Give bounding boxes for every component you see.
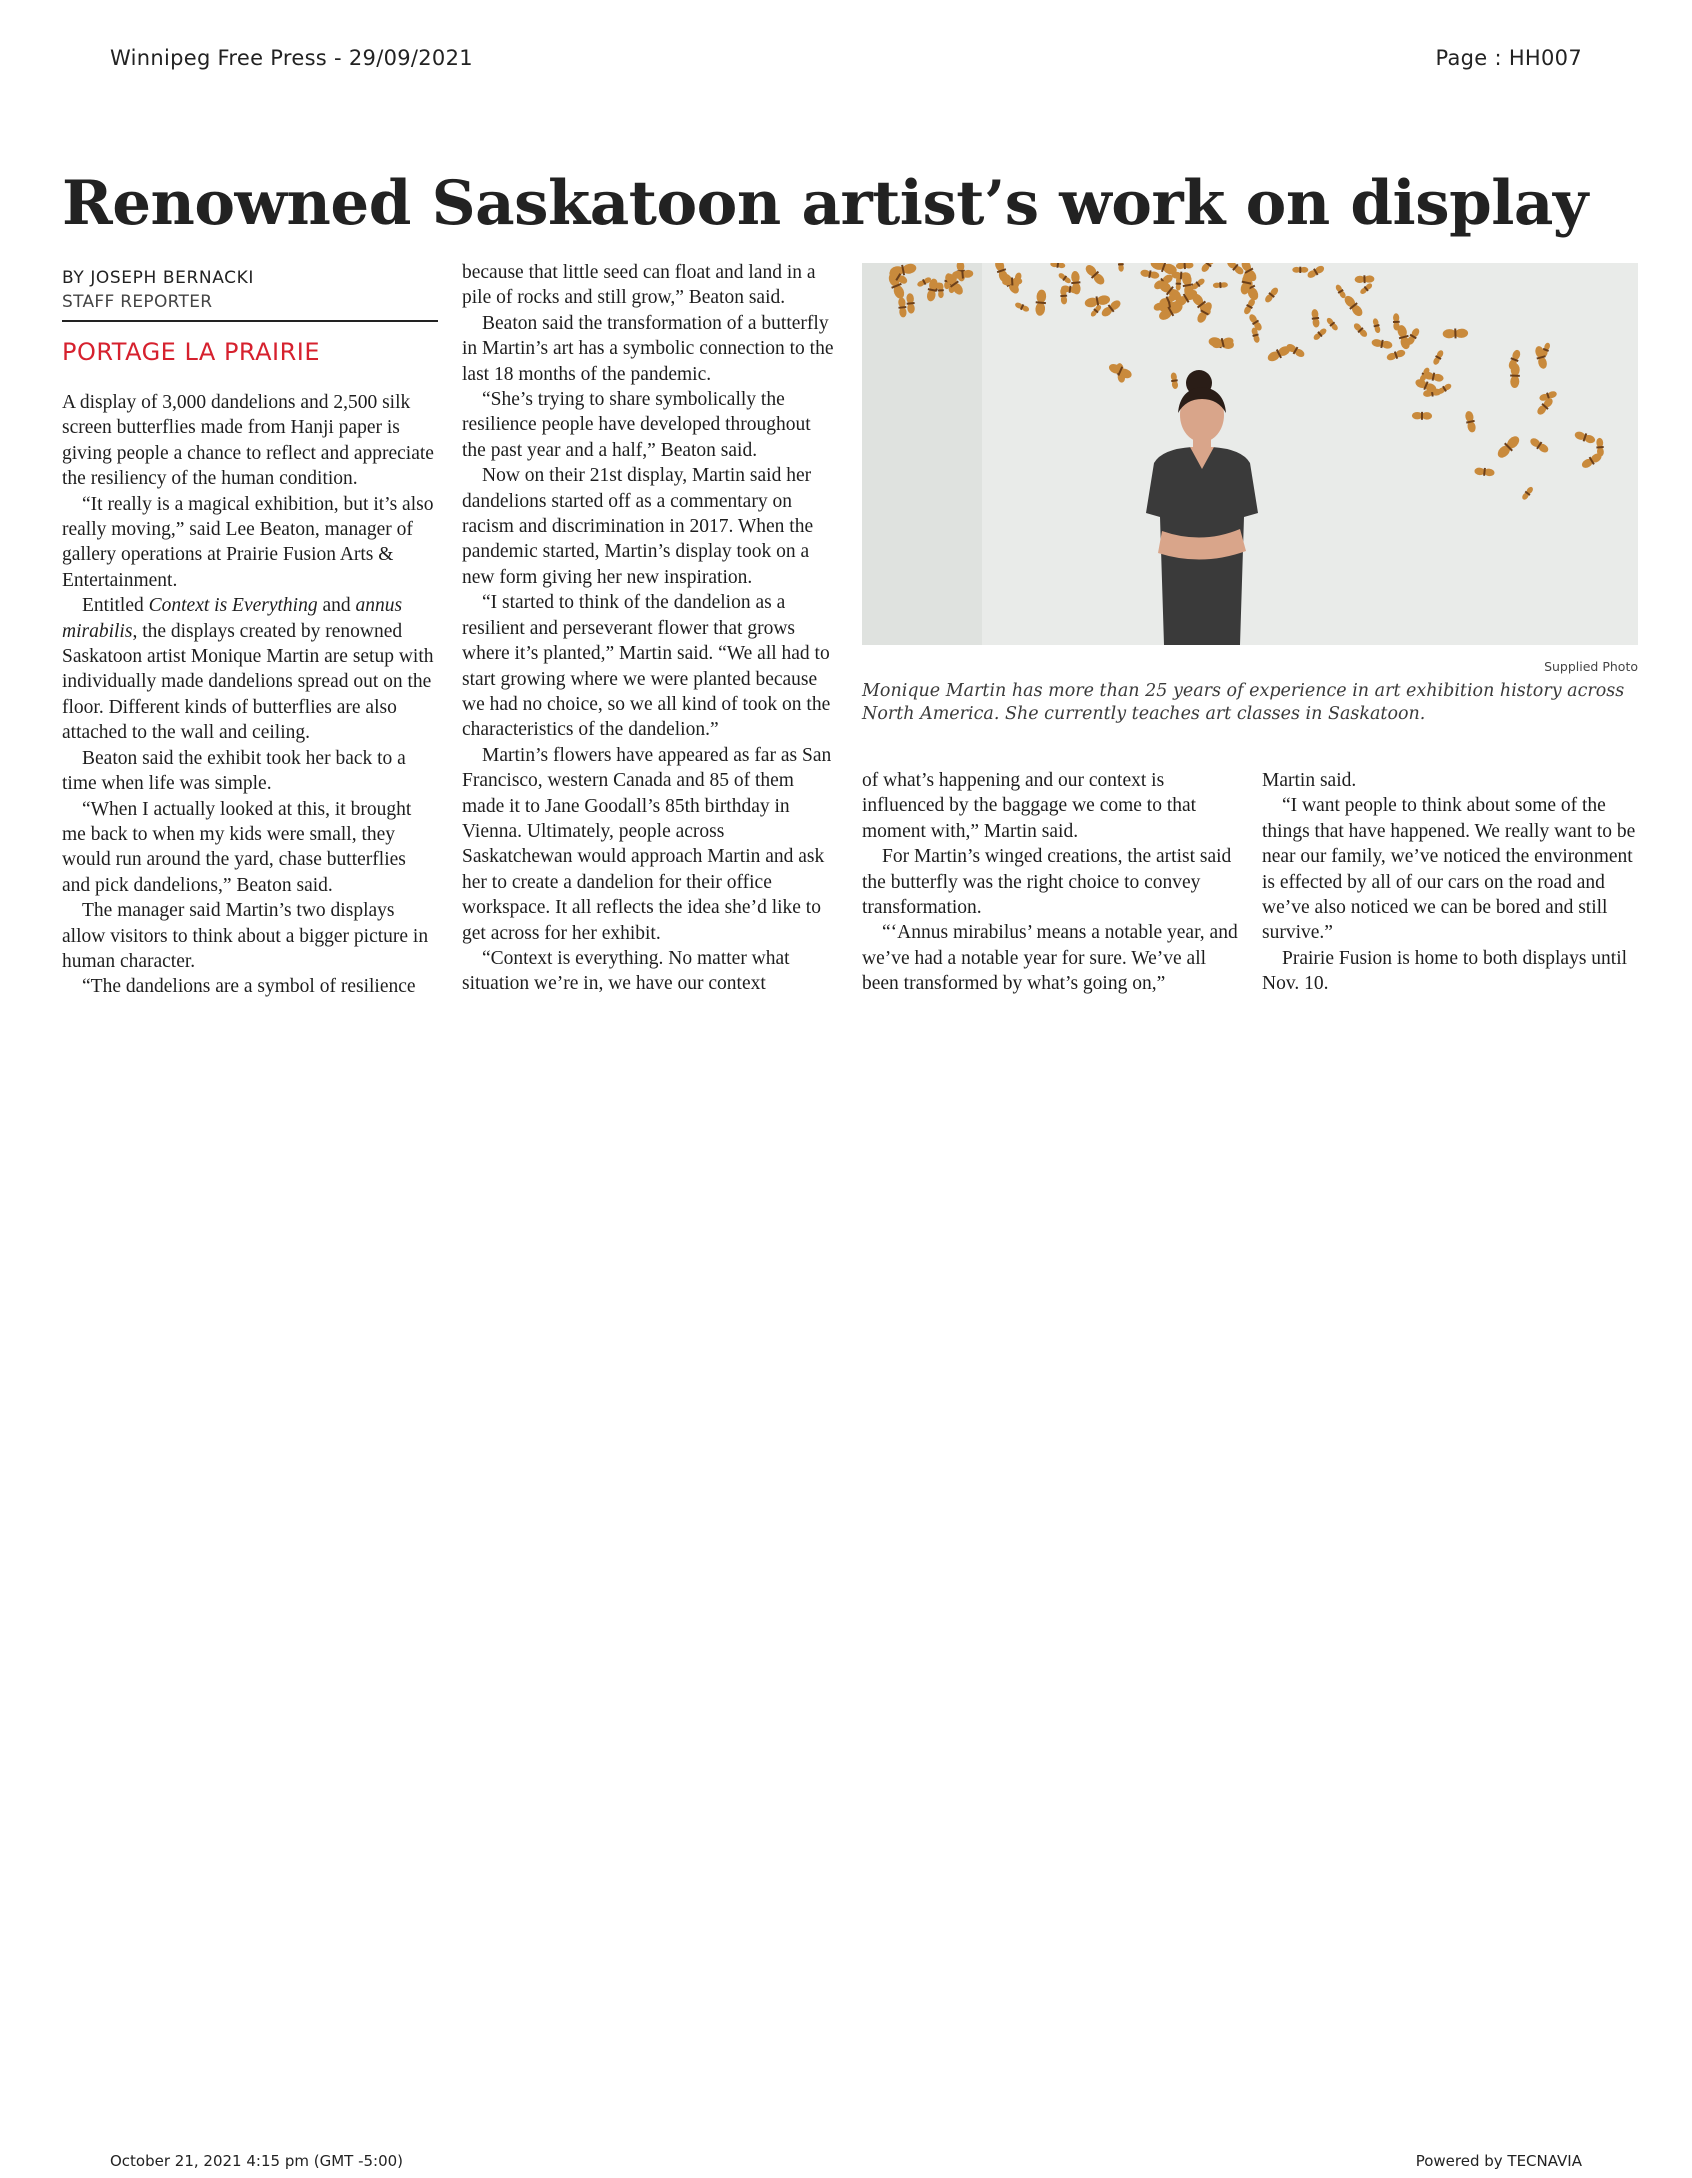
paragraph-entitled: Entitled Context is Everything and annus mirabilis, the displays created by renowned Saskatoon artist Monique Martin are setup with individually made dandelions spread out on the floor. Different kinds of butterflies are also attached to the wall and ceiling. xyxy=(62,595,434,744)
paragraph: Beaton said the exhibit took her back to a time when life was simple. xyxy=(62,747,406,795)
butterfly-mark xyxy=(1292,267,1308,273)
paragraph: Martin’s flowers have appeared as far as San Francisco, western Canada and 85 of them made it to Jane Goodall’s 85th birthday in Vienna. Ultimately, people across Saskatchewan would approach Martin and ask her to create a dandelion for their office workspace. It all reflects the idea she’d like to get across for her exhibit. xyxy=(462,744,832,944)
powered-by: Powered by TECNAVIA xyxy=(1415,2152,1582,2170)
photo-credit: Supplied Photo xyxy=(1544,659,1638,674)
paragraph: Beaton said the transformation of a butterfly in Martin’s art has a symbolic connection to the last 18 months of the pandemic. xyxy=(462,312,834,385)
butterfly-mark xyxy=(1443,328,1469,339)
print-timestamp: October 21, 2021 4:15 pm (GMT -5:00) xyxy=(110,2152,404,2170)
paragraph: “It really is a magical exhibition, but it’s also really moving,” said Lee Beaton, manager of gallery operations at Prairie Fusion Arts & Entertainment. xyxy=(62,493,434,591)
paragraph-continued: Martin said. xyxy=(1262,770,1357,791)
article-column-4 xyxy=(1262,768,1638,997)
paragraph: “I want people to think about some of the things that have happened. We really want to be near our family, we’ve noticed the environment is effected by all of our cars on the road and we’ve also noticed we can be bored and still survive.” xyxy=(1262,795,1636,944)
article-column-2 xyxy=(462,260,838,997)
photo-caption: Monique Martin has more than 25 years of experience in art exhibition history across North America. She currently teaches art classes in Saskatoon. xyxy=(862,681,1625,724)
paragraph: “She’s trying to share symbolically the resilience people have developed throughout the past year and a half,” Beaton said. xyxy=(462,389,811,461)
paragraph: The manager said Martin’s two displays allow visitors to think about a bigger picture in human character. xyxy=(62,900,429,972)
paragraph: Now on their 21st display, Martin said her dandelions started off as a commentary on racism and discrimination in 2017. When the pandemic started, Martin’s display took on a new form giving her new inspiration. xyxy=(462,465,814,588)
paragraph: “Context is everything. No matter what situation we’re in, we have our context xyxy=(462,947,790,995)
byline-block xyxy=(62,268,438,322)
paragraph-continued: because that little seed can float and land in a pile of rocks and still grow,” Beaton said. xyxy=(462,262,816,309)
publication-header: Winnipeg Free Press - 29/09/2021 xyxy=(110,46,473,70)
page-number: Page : HH007 xyxy=(1435,46,1582,70)
paragraph: “I started to think of the dandelion as a resilient and perseverant flower that grows where it’s planted,” Martin said. “We all had to start growing where we were planted because we had no choice, so we all kind of took on the characteristics of the dandelion.” xyxy=(462,592,831,741)
dateline: PORTAGE LA PRAIRIE xyxy=(62,338,321,366)
paragraph: “The dandelions are a symbol of resilience xyxy=(82,976,416,998)
paragraph-continued: of what’s happening and our context is influenced by the baggage we come to that moment with,” Martin said. xyxy=(862,770,1197,842)
butterfly-mark xyxy=(1412,412,1432,420)
photo-illustration xyxy=(862,263,1638,645)
article-photo xyxy=(862,263,1638,645)
butterfly-mark xyxy=(1510,363,1520,388)
paragraph: Prairie Fusion is home to both displays until Nov. 10. xyxy=(1262,947,1628,995)
article-column-3 xyxy=(862,768,1238,997)
paragraph: A display of 3,000 dandelions and 2,500 silk screen butterflies made from Hanji paper is giving people a chance to reflect and appreciate the resiliency of the human condition. xyxy=(62,392,434,490)
paragraph: For Martin’s winged creations, the artist said the butterfly was the right choice to convey transformation. xyxy=(862,846,1232,919)
article-column-1 xyxy=(62,390,438,1000)
byline-role: STAFF REPORTER xyxy=(62,292,438,322)
paragraph: “‘Annus mirabilus’ means a notable year, and we’ve had a notable year for sure. We’ve all been transformed by what’s going on,” xyxy=(862,922,1238,995)
paragraph: “When I actually looked at this, it brought me back to when my kids were small, they would run around the yard, chase butterflies and pick dandelions,” Beaton said. xyxy=(62,798,412,896)
butterfly-mark xyxy=(1354,275,1374,283)
byline-author: BY JOSEPH BERNACKI xyxy=(62,268,254,288)
exhibit-title-1: Context is Everything xyxy=(148,595,318,617)
article-headline: Renowned Saskatoon artist’s work on display xyxy=(62,168,1588,239)
exhibit-title-2: annus mirabilis xyxy=(62,595,403,642)
